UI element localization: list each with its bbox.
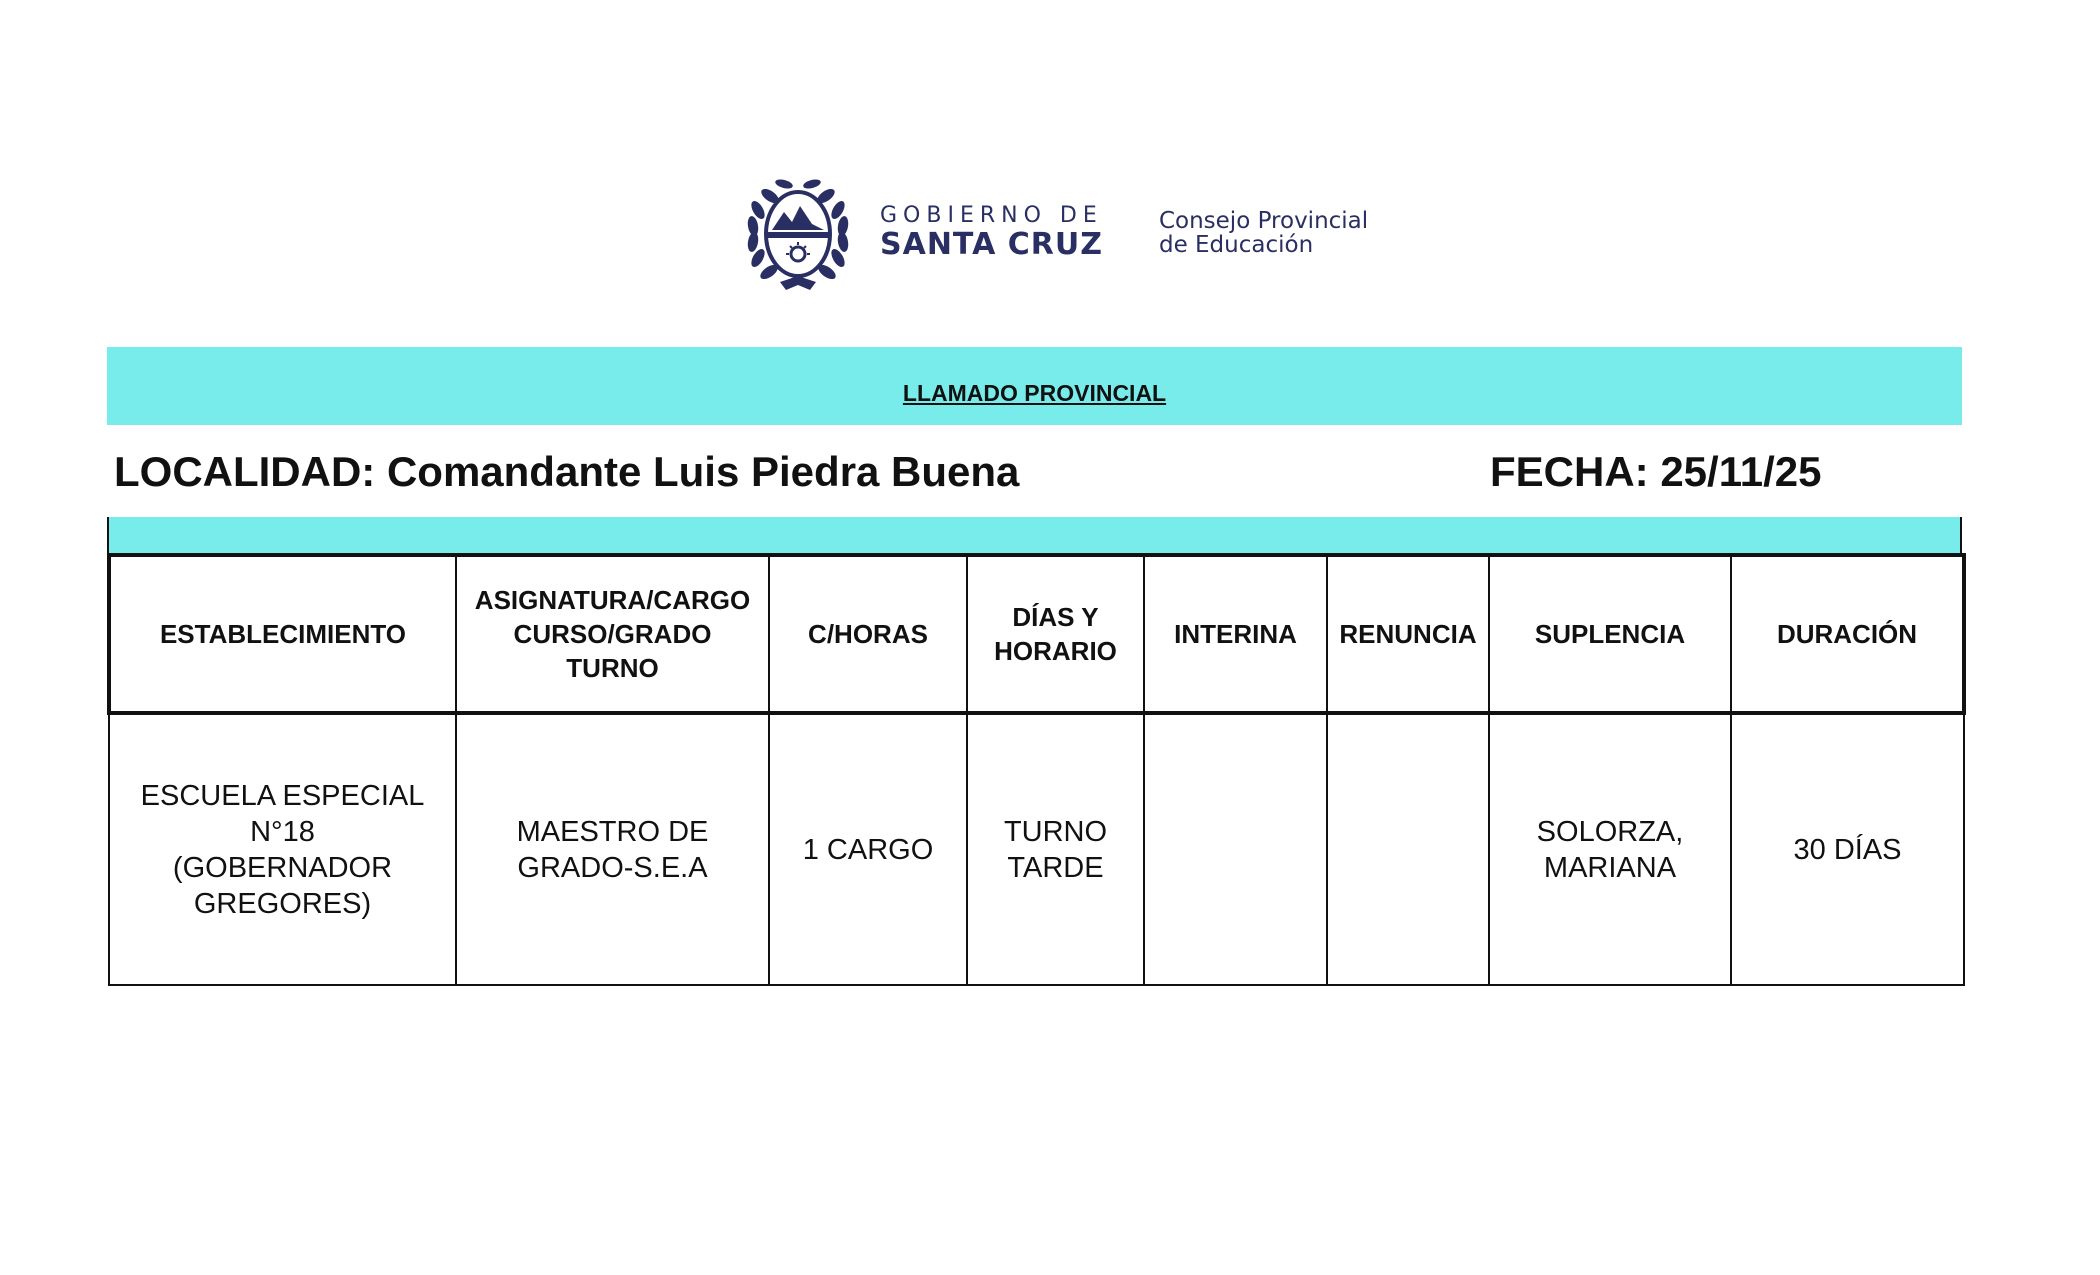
header-interina: INTERINA — [1144, 555, 1327, 713]
fecha-label: FECHA: 25/11/25 — [1490, 448, 1822, 495]
table-header-row — [109, 555, 1964, 713]
header-horas: C/HORAS — [769, 555, 967, 713]
header-logo — [744, 172, 1368, 294]
header-suplencia: SUPLENCIA — [1489, 555, 1731, 713]
header-dias-horario: DÍAS Y HORARIO — [967, 555, 1144, 713]
header-renuncia: RENUNCIA — [1327, 555, 1489, 713]
header-establecimiento: ESTABLECIMIENTO — [109, 555, 456, 713]
government-line-2: SANTA CRUZ — [880, 227, 1103, 262]
council-name — [1159, 209, 1368, 257]
header-duracion: DURACIÓN — [1731, 555, 1964, 713]
table-top-strip — [107, 517, 1962, 555]
cell-horas: 1 CARGO — [769, 713, 967, 985]
cell-duracion: 30 DÍAS — [1731, 713, 1964, 985]
localidad-label: LOCALIDAD: Comandante Luis Piedra Buena — [114, 448, 1020, 495]
cell-dias-horario: TURNO TARDE — [967, 713, 1144, 985]
council-line-1: Consejo Provincial — [1158, 208, 1369, 234]
santa-cruz-crest-icon — [744, 172, 852, 294]
cell-interina — [1144, 713, 1327, 985]
title-banner — [107, 347, 1962, 425]
header-asignatura: ASIGNATURA/CARGO CURSO/GRADO TURNO — [456, 555, 769, 713]
cell-asignatura: MAESTRO DE GRADO-S.E.A — [456, 713, 769, 985]
cell-suplencia: SOLORZA, MARIANA — [1489, 713, 1731, 985]
council-line-2: de Educación — [1158, 232, 1314, 258]
banner-title: LLAMADO PROVINCIAL — [902, 379, 1167, 406]
cell-establecimiento: ESCUELA ESPECIAL N°18 (GOBERNADOR GREGORES) — [109, 713, 456, 985]
government-line-1: GOBIERNO DE — [880, 203, 1103, 228]
positions-table — [107, 553, 1966, 986]
table-row — [109, 713, 1964, 985]
cell-renuncia — [1327, 713, 1489, 985]
government-name — [880, 204, 1103, 262]
